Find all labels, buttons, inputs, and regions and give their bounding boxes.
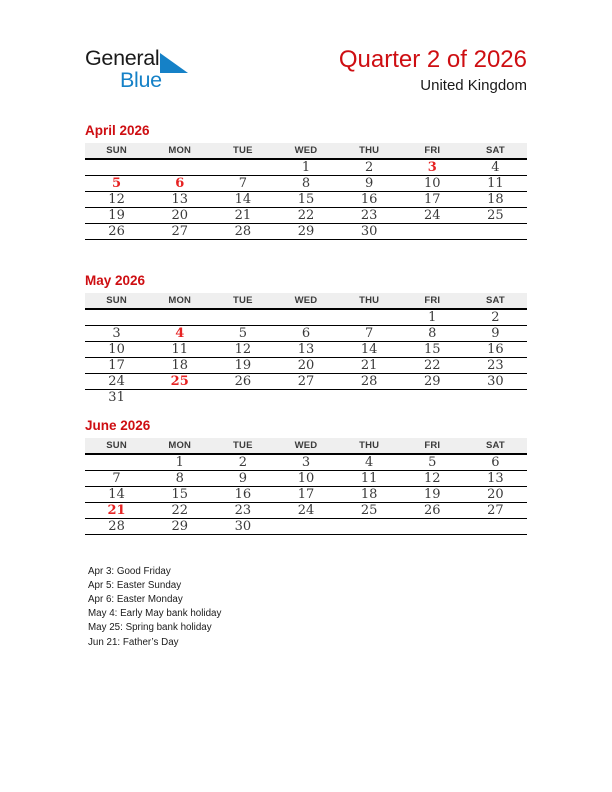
- day-cell-april-4: 4: [464, 159, 527, 176]
- day-cell-empty: [211, 390, 274, 406]
- day-cell-may-29: 29: [401, 374, 464, 390]
- day-cell-june-19: 19: [401, 486, 464, 502]
- day-cell-april-17: 17: [401, 192, 464, 208]
- day-cell-empty: [148, 159, 211, 176]
- day-cell-june-17: 17: [274, 486, 337, 502]
- day-cell-april-8: 8: [274, 176, 337, 192]
- day-cell-june-22: 22: [148, 502, 211, 518]
- day-cell-may-4: 4: [148, 326, 211, 342]
- day-cell-may-24: 24: [85, 374, 148, 390]
- day-cell-may-7: 7: [338, 326, 401, 342]
- day-cell-june-18: 18: [338, 486, 401, 502]
- day-cell-june-5: 5: [401, 454, 464, 471]
- day-cell-empty: [401, 224, 464, 240]
- day-cell-may-3: 3: [85, 326, 148, 342]
- weekday-header-sun: SUN: [85, 143, 148, 159]
- day-cell-empty: [211, 309, 274, 326]
- day-cell-april-22: 22: [274, 208, 337, 224]
- day-cell-april-18: 18: [464, 192, 527, 208]
- day-cell-april-28: 28: [211, 224, 274, 240]
- day-cell-may-2: 2: [464, 309, 527, 326]
- day-cell-april-7: 7: [211, 176, 274, 192]
- holiday-notes: [85, 565, 527, 650]
- day-cell-empty: [401, 390, 464, 406]
- day-cell-april-1: 1: [274, 159, 337, 176]
- day-cell-empty: [338, 518, 401, 534]
- day-cell-june-20: 20: [464, 486, 527, 502]
- week-row: [85, 176, 527, 192]
- general-blue-logo: [85, 46, 205, 98]
- weekday-header-sat: SAT: [464, 293, 527, 309]
- day-cell-april-27: 27: [148, 224, 211, 240]
- day-cell-empty: [464, 518, 527, 534]
- day-cell-april-20: 20: [148, 208, 211, 224]
- day-cell-june-3: 3: [274, 454, 337, 471]
- holiday-note: Apr 6: Easter Monday: [88, 593, 183, 605]
- day-cell-june-21: 21: [85, 502, 148, 518]
- day-cell-may-1: 1: [401, 309, 464, 326]
- day-cell-june-7: 7: [85, 470, 148, 486]
- day-cell-may-14: 14: [338, 342, 401, 358]
- day-cell-may-28: 28: [338, 374, 401, 390]
- week-row: [85, 159, 527, 176]
- weekday-header-tue: TUE: [211, 143, 274, 159]
- day-cell-may-5: 5: [211, 326, 274, 342]
- day-cell-empty: [148, 390, 211, 406]
- week-row: [85, 358, 527, 374]
- day-cell-june-25: 25: [338, 502, 401, 518]
- weekday-header-wed: WED: [274, 438, 337, 454]
- day-cell-may-27: 27: [274, 374, 337, 390]
- day-cell-may-8: 8: [401, 326, 464, 342]
- day-cell-may-16: 16: [464, 342, 527, 358]
- page-subtitle: United Kingdom: [420, 77, 527, 94]
- month-title-april: April 2026: [85, 123, 150, 138]
- weekday-header-sun: SUN: [85, 438, 148, 454]
- week-row: [85, 470, 527, 486]
- day-cell-empty: [338, 309, 401, 326]
- day-cell-april-19: 19: [85, 208, 148, 224]
- day-cell-may-21: 21: [338, 358, 401, 374]
- day-cell-may-22: 22: [401, 358, 464, 374]
- day-cell-may-18: 18: [148, 358, 211, 374]
- calendar-table-june: [85, 438, 527, 535]
- calendar-table-april: [85, 143, 527, 240]
- day-cell-may-17: 17: [85, 358, 148, 374]
- day-cell-may-26: 26: [211, 374, 274, 390]
- weekday-header-wed: WED: [274, 293, 337, 309]
- logo-text-blue: Blue: [120, 68, 162, 92]
- week-row: [85, 518, 527, 534]
- day-cell-may-13: 13: [274, 342, 337, 358]
- day-cell-empty: [148, 309, 211, 326]
- day-cell-empty: [464, 224, 527, 240]
- day-cell-empty: [85, 454, 148, 471]
- day-cell-june-16: 16: [211, 486, 274, 502]
- day-cell-empty: [274, 309, 337, 326]
- week-row: [85, 390, 527, 406]
- day-cell-april-26: 26: [85, 224, 148, 240]
- calendar-table-may: [85, 293, 527, 406]
- months: [85, 123, 527, 535]
- day-cell-may-15: 15: [401, 342, 464, 358]
- day-cell-april-5: 5: [85, 176, 148, 192]
- day-cell-june-2: 2: [211, 454, 274, 471]
- day-cell-may-10: 10: [85, 342, 148, 358]
- weekday-header-fri: FRI: [401, 293, 464, 309]
- month-title-june: June 2026: [85, 417, 151, 433]
- weekday-header-sat: SAT: [464, 438, 527, 454]
- holiday-note: Jun 21: Father’s Day: [88, 636, 179, 648]
- day-cell-empty: [274, 518, 337, 534]
- logo-text-general: General: [85, 46, 160, 70]
- day-cell-june-26: 26: [401, 502, 464, 518]
- day-cell-may-12: 12: [211, 342, 274, 358]
- day-cell-april-23: 23: [338, 208, 401, 224]
- day-cell-empty: [401, 518, 464, 534]
- weekday-header-thu: THU: [338, 143, 401, 159]
- holiday-note: May 4: Early May bank holiday: [88, 608, 222, 620]
- day-cell-may-19: 19: [211, 358, 274, 374]
- day-cell-june-11: 11: [338, 470, 401, 486]
- logo-triangle-icon: [160, 53, 188, 73]
- day-cell-june-9: 9: [211, 470, 274, 486]
- day-cell-june-30: 30: [211, 518, 274, 534]
- day-cell-june-12: 12: [401, 470, 464, 486]
- day-cell-june-28: 28: [85, 518, 148, 534]
- day-cell-empty: [464, 390, 527, 406]
- month-june: [85, 418, 527, 535]
- title-block: [339, 46, 527, 95]
- day-cell-april-2: 2: [338, 159, 401, 176]
- day-cell-june-13: 13: [464, 470, 527, 486]
- day-cell-june-23: 23: [211, 502, 274, 518]
- day-cell-june-27: 27: [464, 502, 527, 518]
- weekday-header-mon: MON: [148, 438, 211, 454]
- day-cell-april-25: 25: [464, 208, 527, 224]
- day-cell-april-6: 6: [148, 176, 211, 192]
- day-cell-april-3: 3: [401, 159, 464, 176]
- day-cell-april-12: 12: [85, 192, 148, 208]
- day-cell-may-20: 20: [274, 358, 337, 374]
- holiday-note: Apr 5: Easter Sunday: [88, 579, 182, 591]
- day-cell-june-4: 4: [338, 454, 401, 471]
- day-cell-june-14: 14: [85, 486, 148, 502]
- day-cell-april-14: 14: [211, 192, 274, 208]
- month-april: [85, 123, 527, 240]
- weekday-header-thu: THU: [338, 293, 401, 309]
- day-cell-may-23: 23: [464, 358, 527, 374]
- weekday-header-tue: TUE: [211, 438, 274, 454]
- week-row: [85, 374, 527, 390]
- day-cell-may-25: 25: [148, 374, 211, 390]
- week-row: [85, 192, 527, 208]
- day-cell-june-1: 1: [148, 454, 211, 471]
- week-row: [85, 342, 527, 358]
- day-cell-april-24: 24: [401, 208, 464, 224]
- day-cell-may-30: 30: [464, 374, 527, 390]
- day-cell-june-29: 29: [148, 518, 211, 534]
- day-cell-empty: [85, 309, 148, 326]
- day-cell-april-21: 21: [211, 208, 274, 224]
- weekday-header-wed: WED: [274, 143, 337, 159]
- month-title-may: May 2026: [85, 273, 146, 288]
- day-cell-june-10: 10: [274, 470, 337, 486]
- day-cell-april-13: 13: [148, 192, 211, 208]
- day-cell-empty: [85, 159, 148, 176]
- day-cell-may-11: 11: [148, 342, 211, 358]
- page-title: Quarter 2 of 2026: [338, 46, 527, 73]
- weekday-header-tue: TUE: [211, 293, 274, 309]
- holiday-note: Apr 3: Good Friday: [88, 565, 171, 577]
- month-may: [85, 273, 527, 406]
- day-cell-empty: [274, 390, 337, 406]
- day-cell-june-15: 15: [148, 486, 211, 502]
- page-header: [85, 46, 527, 102]
- day-cell-april-11: 11: [464, 176, 527, 192]
- day-cell-june-6: 6: [464, 454, 527, 471]
- week-row: [85, 208, 527, 224]
- holiday-note: May 25: Spring bank holiday: [88, 622, 212, 634]
- week-row: [85, 224, 527, 240]
- weekday-header-mon: MON: [148, 143, 211, 159]
- day-cell-empty: [211, 159, 274, 176]
- day-cell-may-9: 9: [464, 326, 527, 342]
- day-cell-april-29: 29: [274, 224, 337, 240]
- weekday-header-fri: FRI: [401, 143, 464, 159]
- week-row: [85, 454, 527, 471]
- day-cell-april-30: 30: [338, 224, 401, 240]
- day-cell-april-15: 15: [274, 192, 337, 208]
- day-cell-april-16: 16: [338, 192, 401, 208]
- week-row: [85, 486, 527, 502]
- day-cell-april-10: 10: [401, 176, 464, 192]
- weekday-header-thu: THU: [338, 438, 401, 454]
- weekday-header-sat: SAT: [464, 143, 527, 159]
- weekday-header-fri: FRI: [401, 438, 464, 454]
- day-cell-june-24: 24: [274, 502, 337, 518]
- day-cell-may-31: 31: [108, 390, 125, 406]
- day-cell-may-6: 6: [274, 326, 337, 342]
- weekday-header-mon: MON: [148, 293, 211, 309]
- weekday-header-sun: SUN: [85, 293, 148, 309]
- week-row: [85, 309, 527, 326]
- day-cell-empty: [338, 390, 401, 406]
- week-row: [85, 326, 527, 342]
- day-cell-april-9: 9: [338, 176, 401, 192]
- day-cell-june-8: 8: [148, 470, 211, 486]
- week-row: [85, 502, 527, 518]
